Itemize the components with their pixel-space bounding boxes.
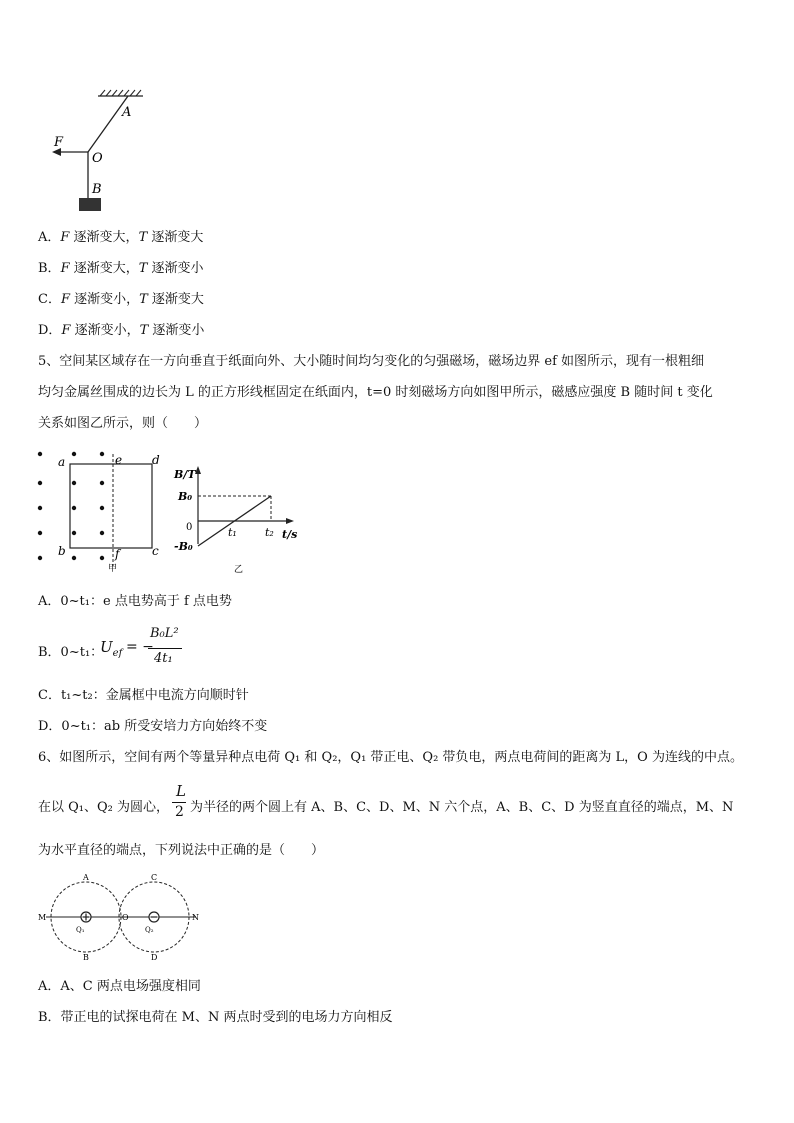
q4-label-F: F bbox=[54, 135, 64, 150]
q5-fig1-caption: 甲 bbox=[108, 564, 118, 574]
q5-option-b-fracline bbox=[148, 648, 182, 649]
q6-fig-M: M bbox=[38, 913, 47, 922]
q6-fig-N: N bbox=[192, 913, 199, 922]
q5-fig2-caption: 乙 bbox=[234, 565, 244, 574]
q5-fig1-f: f bbox=[115, 547, 120, 561]
q5-option-c: C．t₁~t₂：金属框中电流方向顺时针 bbox=[38, 688, 249, 703]
q5-figure-graph bbox=[172, 444, 312, 574]
q6-fig-O: O bbox=[122, 913, 129, 922]
q5-fig1-b: b bbox=[58, 544, 66, 558]
q5-fig1-a: a bbox=[58, 455, 66, 469]
q6-fig-A: A bbox=[83, 873, 89, 882]
q6-fig-C: C bbox=[151, 873, 158, 882]
q6-figure bbox=[36, 872, 206, 964]
q4-label-A: A bbox=[122, 105, 132, 120]
q5-fig2-xlabel: t/s bbox=[282, 528, 298, 541]
q5-option-b-eq: = − bbox=[126, 639, 154, 655]
q5-fig1-c: c bbox=[152, 544, 159, 558]
q6-fig-Q2: Q₂ bbox=[145, 926, 154, 934]
q6-option-b: B．带正电的试探电荷在 M、N 两点时受到的电场力方向相反 bbox=[38, 1010, 393, 1025]
q6-frac-den: 2 bbox=[175, 804, 184, 820]
q5-fig2-B0: B₀ bbox=[178, 490, 193, 503]
q6-frac-line bbox=[172, 802, 186, 803]
q4-option-d: D．F 逐渐变小，T 逐渐变小 bbox=[38, 323, 205, 338]
q4-label-O: O bbox=[92, 151, 103, 166]
q6-stem-line3: 为水平直径的端点，下列说法中正确的是（ ） bbox=[38, 843, 325, 858]
q5-figure-frame bbox=[30, 444, 170, 574]
q5-option-b-prefix: B．0~t₁： bbox=[38, 645, 104, 660]
q5-fig2-t1: t₁ bbox=[228, 526, 237, 539]
q4-label-B: B bbox=[92, 182, 102, 197]
q4-option-a: A．F 逐渐变大，T 逐渐变大 bbox=[38, 230, 204, 245]
q4-option-c: C．F 逐渐变小，T 逐渐变大 bbox=[38, 292, 204, 307]
q5-fig1-d: d bbox=[152, 453, 160, 467]
q6-stem-line1: 6、如图所示，空间有两个等量异种点电荷 Q₁ 和 Q₂，Q₁ 带正电、Q₂ 带负电，两点电荷间的距离为 L，O 为连线的中点。 bbox=[38, 750, 743, 765]
q5-fig2-t2: t₂ bbox=[265, 526, 274, 539]
q5-option-b-lhs: $U_{ef}$ bbox=[100, 638, 123, 659]
q4-option-b: B．F 逐渐变大，T 逐渐变小 bbox=[38, 261, 204, 276]
q5-option-b-den: 4t₁ bbox=[154, 651, 173, 666]
q6-fig-Q1: Q₁ bbox=[76, 926, 85, 934]
q5-fig1-e: e bbox=[115, 453, 123, 467]
q5-option-d: D．0~t₁：ab 所受安培力方向始终不变 bbox=[38, 719, 268, 734]
q6-fig-B: B bbox=[83, 953, 89, 962]
q6-frac-num: L bbox=[176, 782, 186, 800]
q5-option-a: A．0~t₁：e 点电势高于 f 点电势 bbox=[38, 594, 232, 609]
q5-stem-line1: 5、空间某区域存在一方向垂直于纸面向外、大小随时间均匀变化的匀强磁场，磁场边界 ef 如图所示，现有一根粗细 bbox=[38, 354, 705, 369]
q5-fig2-zero: 0 bbox=[186, 522, 193, 533]
q5-stem-line3: 关系如图乙所示，则（ ） bbox=[38, 416, 208, 431]
q5-fig2-ylabel: B/T bbox=[174, 468, 196, 481]
q6-fig-D: D bbox=[151, 953, 158, 962]
q5-fig2-negB0: -B₀ bbox=[174, 540, 193, 553]
q6-option-a: A．A、C 两点电场强度相同 bbox=[38, 979, 201, 994]
q5-stem-line2: 均匀金属丝围成的边长为 L 的正方形线框固定在纸面内，t=0 时刻磁场方向如图甲所示，磁感应强度 B 随时间 t 变化 bbox=[38, 385, 713, 400]
q5-option-b-num: B₀L² bbox=[150, 626, 179, 641]
q4-figure bbox=[48, 86, 158, 216]
